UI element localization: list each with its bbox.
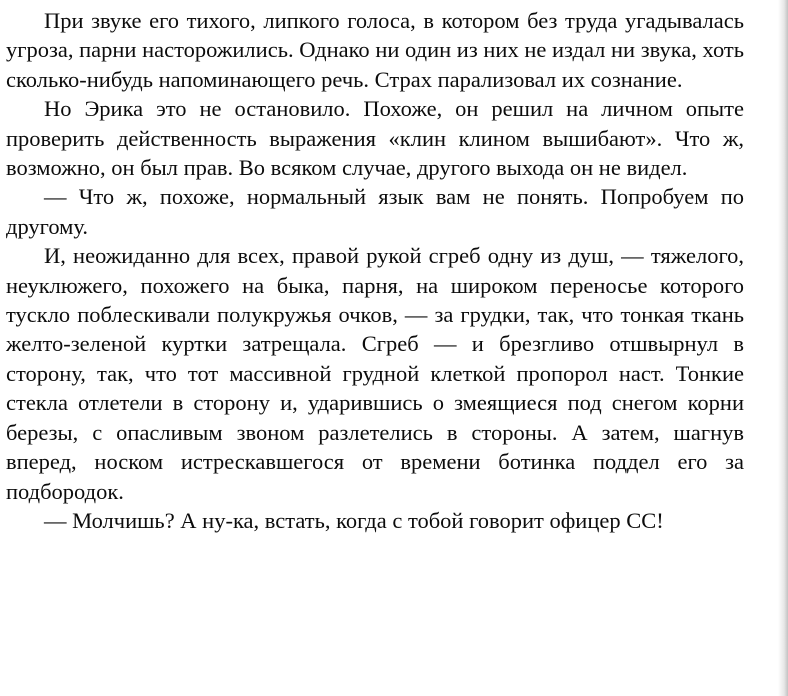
paragraph: И, неожиданно для всех, правой рукой сгреб одну из душ, — тяжелого, неуклюжего, похожего на быка, парня, на широком переносье которого тускло поблескивали полукружья очков, — за грудки, так, что тонкая ткань желто-зеленой куртки затрещала. Сгреб — и брезгливо отшвырнул в сторону, так, что тот массивной грудной клеткой пропорол наст. Тонкие стекла отлетели в сторону и, ударившись о змеящиеся под снегом корни березы, с опасливым звоном разлетелись в стороны. А затем, шагнув вперед, носком истрескавшегося от времени ботинка поддел его за подбородок. [6, 243, 744, 504]
page-text-body [6, 6, 744, 535]
paragraph: Но Эрика это не остановило. Похоже, он решил на личном опыте проверить действенность выражения «клин клином вышибают». Что ж, возможно, он был прав. Во всяком случае, другого выхода он не видел. [6, 96, 744, 181]
paragraph: При звуке его тихого, липкого голоса, в котором без труда угадывалась угроза, парни насторожились. Однако ни один из них не издал ни звука, хоть сколько-нибудь напоминающего речь. Страх парализовал их сознание. [6, 8, 744, 92]
page-edge-shadow [778, 0, 788, 696]
paragraph: — Что ж, похоже, нормальный язык вам не понять. Попробуем по другому. [6, 184, 744, 239]
paragraph: — Молчишь? А ну-ка, встать, когда с тобой говорит офицер СС! [44, 507, 664, 533]
